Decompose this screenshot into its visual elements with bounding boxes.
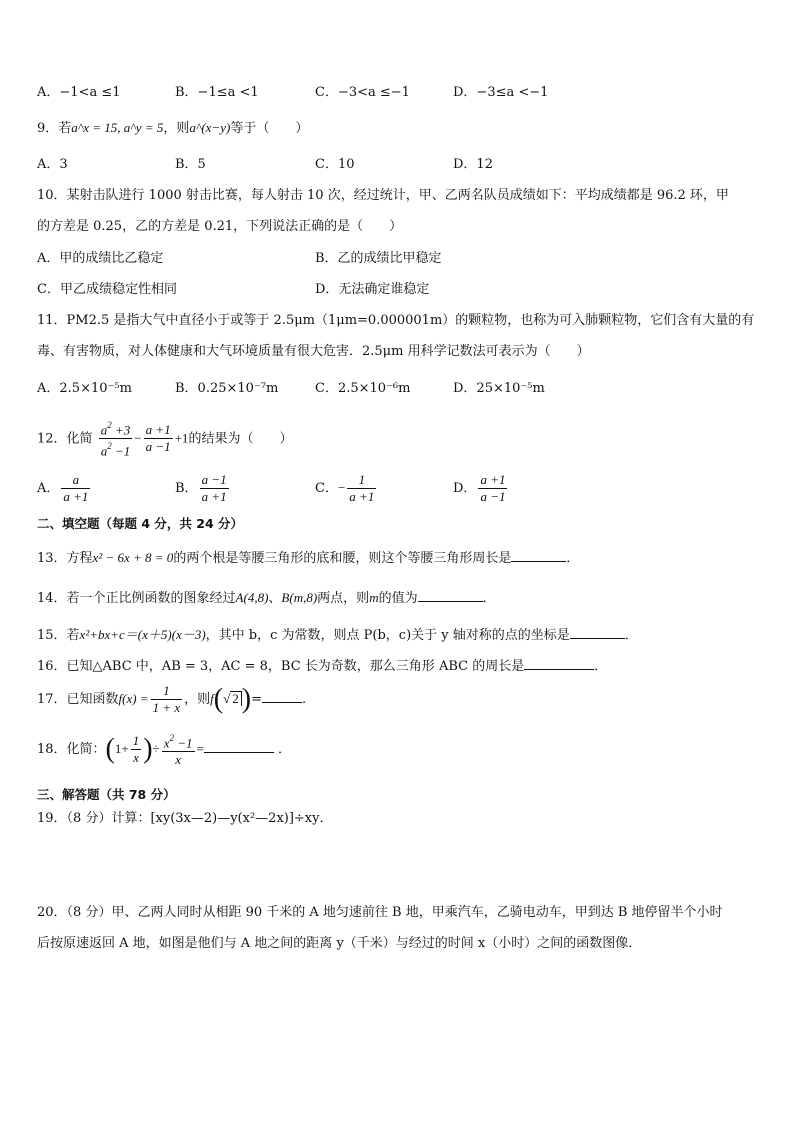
q16-answer-blank[interactable] [524,655,594,670]
q10-line-1: 10．某射击队进行 1000 射击比赛，每人射击 10 次，经过统计，甲、乙两名队员成绩如下：平均成绩都是 96.2 环，甲 [37,188,729,203]
q10-option-c: C．甲乙成绩稳定性相同 [37,282,177,297]
q8-option-a: A．−1<a ≤1 [37,85,121,100]
q11-option-c: C．2.5×10⁻⁶m [315,381,411,396]
q18-fraction-2: $\frac{x^2 -1}{x}$ [163,733,193,768]
q18-answer-blank[interactable] [204,738,274,753]
q10-line-2: 的方差是 0.25，乙的方差是 0.21，下列说法正确的是（ ） [37,219,403,234]
q15-question: 15．若x²+bx+c＝(x＋5)(x－3)，其中 b，c 为常数，则点 P(b，c)关于 y 轴对称的点的坐标是 ． [37,624,638,645]
q15-answer-blank[interactable] [570,624,625,639]
q8-option-c: C．−3<a ≤−1 [315,85,410,100]
q17-fraction: $\frac{1}{1 + x}$ [152,683,181,715]
q14-answer-blank[interactable] [418,587,483,602]
q17-answer-blank[interactable] [262,688,302,703]
q12-option-a: A． $\frac{a}{a +1}$ [37,472,89,504]
q12-fraction-1: $\frac{a^2 +3}{a^2 -1}$ [100,420,131,459]
q9-option-c: C．10 [315,157,355,172]
q8-option-d: D．−3≤a <−1 [453,85,549,100]
q11-line-2: 毒、有害物质，对人体健康和大气环境质量有很大危害．2.5μm 用科学记数法可表示为（ ） [37,344,590,359]
q9-option-d: D．12 [453,157,493,172]
q16-question: 16．已知△ABC 中，AB = 3，AC = 8，BC 长为奇数，那么三角形 ABC 的周长是 ． [37,655,607,676]
q12-question: 12．化简 $\frac{a^2 +3}{a^2 -1}$ − $\frac{a +1}{a -1}$ +1的结果为（ ） [37,420,293,459]
q8-option-b: B．−1≤a <1 [175,85,259,100]
section-fill-in-heading: 二、填空题（每题 4 分，共 24 分） [37,516,244,531]
q9-option-b: B．5 [175,157,206,172]
q12-option-b: B． $\frac{a -1}{a +1}$ [175,472,227,504]
q20-line-2: 后按原速返回 A 地，如图是他们与 A 地之间的距离 y（千米）与经过的时间 x（小时）之间的函数图像． [37,936,642,951]
q9-expression: a^(x−y) [189,120,231,135]
q9-option-a: A．3 [37,157,68,172]
q14-question: 14．若一个正比例函数的图象经过A(4,8)、B(m,8)两点，则m的值为 ． [37,587,496,608]
q11-line-1: 11．PM2.5 是指大气中直径小于或等于 2.5μm（1μm=0.000001m）的颗粒物，也称为可入肺颗粒物，它们含有大量的有 [37,313,755,328]
q9-question: 9．若a^x = 15, a^y = 5，则a^(x−y)等于（ ） [37,120,309,136]
q13-question: 13．方程x² − 6x + 8 = 0的两个根是等腰三角形的底和腰，则这个等腰三角形周长是 ． [37,547,579,568]
q12-fraction-2: $\frac{a +1}{a -1}$ [145,422,171,455]
section-solve-heading: 三、解答题（共 78 分） [37,787,176,802]
q12-option-c: C．− $\frac{1}{a +1}$ [315,472,375,504]
q19-question: 19．（8 分）计算：[xy(3x—2)—y(x²—2x)]÷xy． [37,811,333,826]
q12-option-d: D． $\frac{a +1}{a -1}$ [453,472,506,504]
q11-option-b: B．0.25×10⁻⁷m [175,381,279,396]
q17-question: 17．已知函数f(x) = $\frac{1}{1 + x}$ ，则f(√ 2 )= . [37,683,307,715]
q9-condition: a^x = 15, a^y = 5 [71,120,164,135]
q11-option-d: D．25×10⁻⁵m [453,381,545,396]
q13-answer-blank[interactable] [511,547,566,562]
q11-option-a: A．2.5×10⁻⁵m [37,381,132,396]
q20-line-1: 20．（8 分）甲、乙两人同时从相距 90 千米的 A 地匀速前往 B 地，甲乘汽车，乙骑电动车，甲到达 B 地停留半个小时 [37,905,723,920]
q18-question: 18．化简：(1+ $\frac{1}{x}$ )÷ $\frac{x^2 -1}{x}$ = ． [37,733,291,768]
q10-option-a: A．甲的成绩比乙稳定 [37,251,164,266]
q18-fraction-1: $\frac{1}{x}$ [132,733,140,766]
q10-option-b: B．乙的成绩比甲稳定 [315,251,442,266]
q10-option-d: D．无法确定谁稳定 [315,282,430,297]
